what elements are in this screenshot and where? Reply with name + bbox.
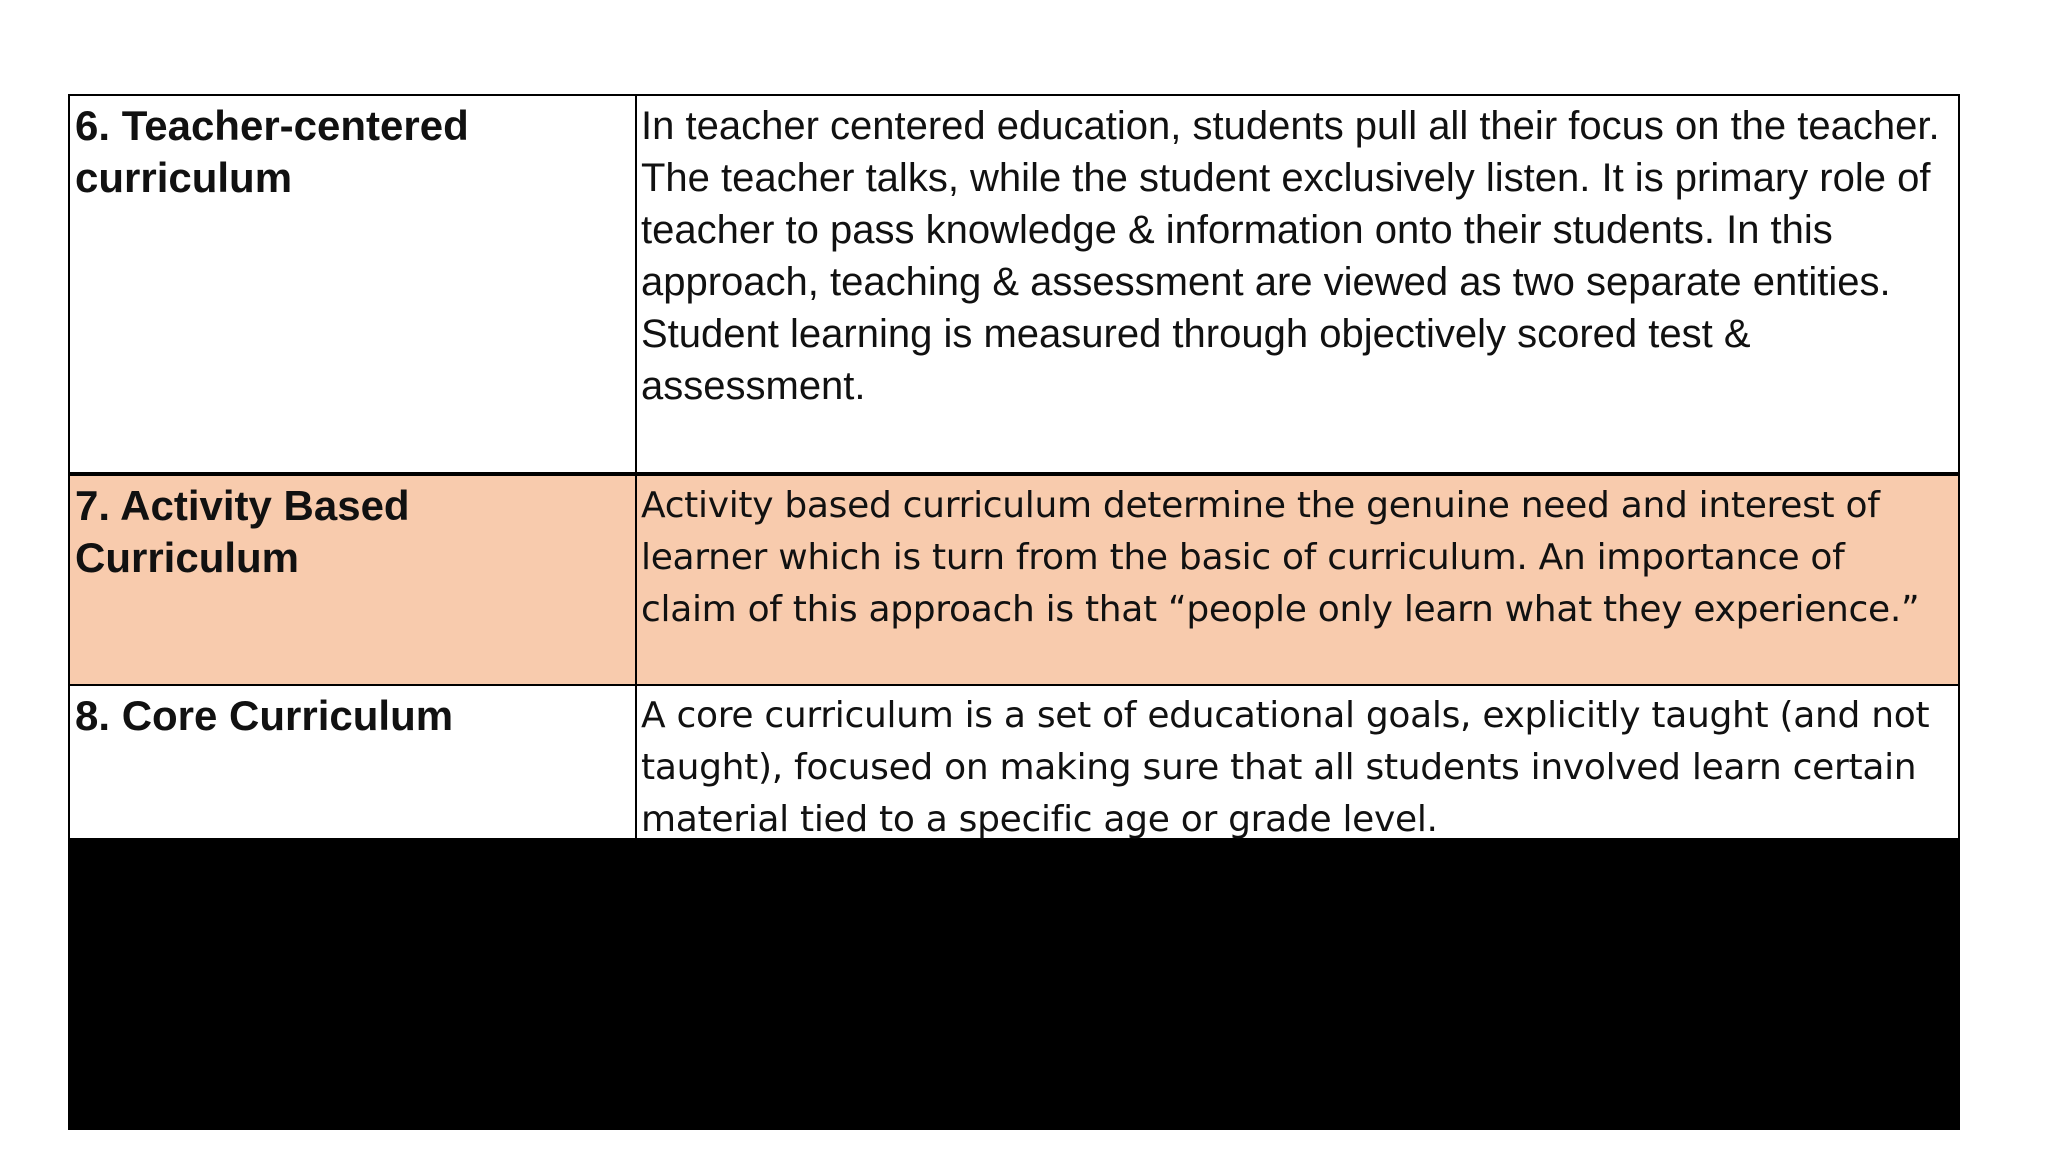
- description-cell: In teacher centered education, students pull all their focus on the teacher. The teacher talks, while the student exclusively listen. It is primary role of teacher to pass knowledge & information onto their students. In this approach, teaching & assessment are viewed as two separate entities. Student learning is measured through objectively scored test & assessment.: [641, 104, 1940, 408]
- table-row: [70, 684, 1958, 838]
- table-row: [70, 96, 1958, 474]
- term-cell: 7. Activity Based Curriculum: [70, 476, 637, 684]
- description-cell: A core curriculum is a set of educational goals, explicitly taught (and not taught), focused on making sure that all students involved learn certain material tied to a specific age or grade level.: [641, 695, 1930, 840]
- redacted-block: [70, 838, 1958, 1128]
- black-overlay: [70, 840, 1958, 1128]
- curriculum-table: [68, 94, 1960, 1130]
- table-row: [70, 474, 1958, 684]
- description-cell: Activity based curriculum determine the genuine need and interest of learner which is turn from the basic of curriculum. An importance of claim of this approach is that “people only learn what they experience.”: [641, 485, 1920, 630]
- term-cell: 6. Teacher-centered curriculum: [70, 96, 637, 472]
- term-cell: 8. Core Curriculum: [70, 686, 637, 838]
